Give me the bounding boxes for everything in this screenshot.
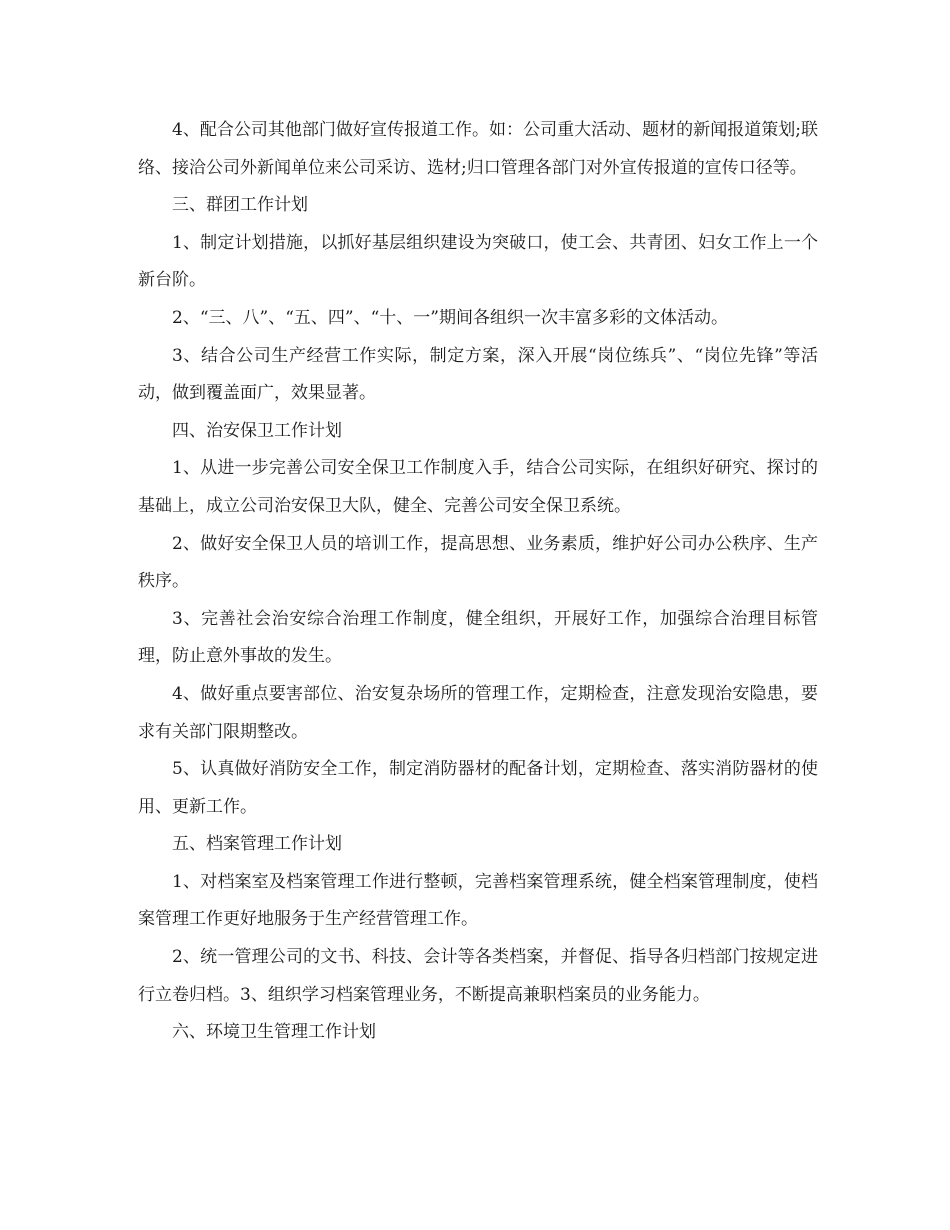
section-heading-environment-work: 六、环境卫生管理工作计划	[172, 1022, 376, 1043]
section-heading-security-work: 四、治安保卫工作计划	[172, 420, 342, 441]
paragraph-group-item-3: 3、结合公司生产经营工作实际，制定方案，深入开展“岗位练兵”、“岗位先锋”等活动，做到覆盖面广，效果显著。	[138, 345, 818, 404]
paragraph-group-item-2: 2、“三、八”、“五、四”、“十、一”期间各组织一次丰富多彩的文体活动。	[172, 307, 728, 328]
paragraph-security-item-2: 2、做好安全保卫人员的培训工作，提高思想、业务素质，维护好公司办公秩序、生产秩序。	[138, 533, 818, 592]
section-heading-archive-work: 五、档案管理工作计划	[172, 834, 342, 855]
paragraph-group-item-1: 1、制定计划措施，以抓好基层组织建设为突破口，使工会、共青团、妇女工作上一个新台阶。	[138, 232, 818, 291]
paragraph-security-item-4: 4、做好重点要害部位、治安复杂场所的管理工作，定期检查，注意发现治安隐患，要求有关部门限期整改。	[138, 683, 818, 742]
paragraph-publicity-item-4: 4、配合公司其他部门做好宣传报道工作。如：公司重大活动、题材的新闻报道策划;联络、接洽公司外新闻单位来公司采访、选材;归口管理各部门对外宣传报道的宣传口径等。	[138, 120, 818, 178]
paragraph-archive-item-2-3: 2、统一管理公司的文书、科技、会计等各类档案，并督促、指导各归档部门按规定进行立卷归档。3、组织学习档案管理业务，不断提高兼职档案员的业务能力。	[138, 947, 818, 1005]
paragraph-security-item-3: 3、完善社会治安综合治理工作制度，健全组织，开展好工作，加强综合治理目标管理，防止意外事故的发生。	[138, 608, 818, 667]
section-heading-group-work: 三、群团工作计划	[172, 195, 308, 216]
paragraph-security-item-1: 1、从进一步完善公司安全保卫工作制度入手，结合公司实际，在组织好研究、探讨的基础上，成立公司治安保卫大队，健全、完善公司安全保卫系统。	[138, 458, 818, 516]
document-body	[138, 112, 818, 1052]
paragraph-archive-item-1: 1、对档案室及档案管理工作进行整顿，完善档案管理系统，健全档案管理制度，使档案管理工作更好地服务于生产经营管理工作。	[138, 871, 818, 930]
paragraph-security-item-5: 5、认真做好消防安全工作，制定消防器材的配备计划，定期检查、落实消防器材的使用、更新工作。	[138, 759, 818, 817]
